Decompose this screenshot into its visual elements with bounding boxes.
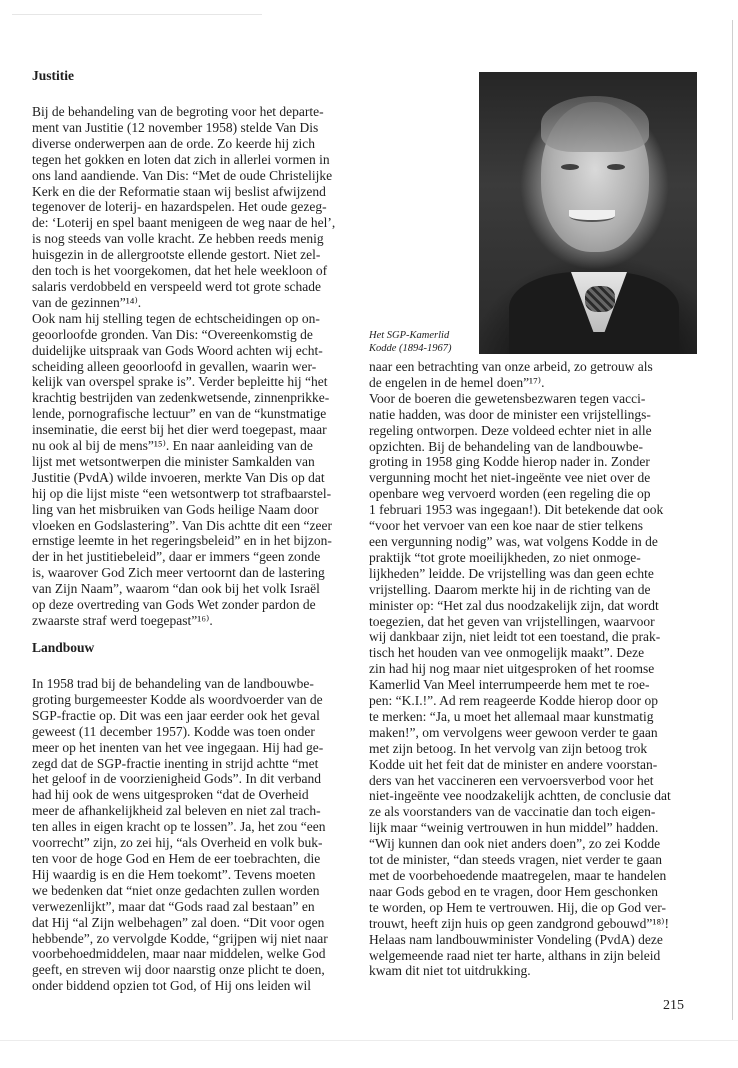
landbouw-section: [32, 676, 353, 994]
photo-eye-left: [561, 164, 579, 170]
photo-eye-right: [607, 164, 625, 170]
section-heading-landbouw: Landbouw: [32, 640, 95, 655]
landbouw-paragraph: In 1958 trad bij de behandeling van de landbouwbe- groting burgemeester Kodde als woordvoerder van de SGP-fractie op. Dit was een jaar eerder ook het geval geweest (11 december 1957). Kodde was toen onder meer op het inenten van het vee ingegaan. Hij had ge- zegd dat de SGP-fractie inenting in strijd achtte “met het geloof in de voorzienigheid Gods”. In dit verband had hij ook de wens uitgesproken “dat de Overheid meer de afhankelijkheid zal beleven en niet zal trach- ten alles in eigen kracht op te lossen”. Ja, het zou “een voorrecht” zijn, zo zei hij, “als Overheid en volk buk- ten voor de hoge God en Hem de eer toebrachten, die Hij waardig is en die Hem toekomt”. Tevens moeten we bedenken dat “niet onze gedachten zullen worden verwezenlijkt”, maar dat “Gods raad zal bestaan” en dat Hij “al Zijn welbehagen” zal doen. “Dit voor ogen hebbende”, zo vervolgde Kodde, “grijpen wij niet naar voorbehoedmiddelen, maar naar middelen, welke God geeft, en streven wij door naarstig onze plicht te doen, onder biddend opzien tot God, of Hij ons leiden wil: [32, 676, 328, 994]
justitie-paragraph: Bij de behandeling van de begroting voor het departe- ment van Justitie (12 november 1958) stelde Van Dis diverse onderwerpen aan de orde. Zo keerde hij zich tegen het gokken en loten dat zich in allerlei vormen in ons land aandiende. Van Dis: “Met de oude Christelijke Kerk en die der Reformatie staan wij beslist afwijzend tegenover de loterij- en hazardspelen. Het oude gezeg- de: ‘Loterij en spel baant menigeen de weg naar de hel’, is nog steeds van volle kracht. Ze hebben reeds menig huisgezin in de allergrootste ellende gestort. Niet zel- den toch is het voorgekomen, dat het hele weekloon of salaris verdobbeld en verspeeld werd tot grote schade van de gezinnen”¹⁴⁾. Ook nam hij stelling tegen de echtscheidingen op on- geoorloofde gronden. Van Dis: “Overeenkomstig de duidelijke uitspraak van Gods Woord achten wij echt- scheiding alleen geoorloofd in gevallen, waarin wer- kelijk van overspel sprake is”. Verder bepleitte hij “het krachtig bestrijden van zedenkwetsende, zinnenprikke- lende, pornografische lectuur” en van de “kunstmatige inseminatie, die eerst bij het dier werd toegepast, maar nu ook al bij de mens”¹⁵⁾. En naar aanleiding van de lijst met wetsontwerpen die minister Samkalden van Justitie (PvdA) wilde invoeren, merkte Van Dis op dat hij op die lijst miste “een wetsontwerp tot strafbaarstel- ling van het misbruiken van Gods heilige Naam door vloeken en Godslastering”. Van Dis achtte dit een “zeer ernstige leemte in het regeringsbeleid” en in het bijzon- der in het justitiebeleid”, daar er immers “geen zonde is, waarover God Zich meer vertoornt dan de lastering van Zijn Naam”, waarom “dan ook bij het volk Israël op deze overtreding van Gods Wet zonder pardon de zwaarste straf werd toegepast”¹⁶⁾.: [32, 104, 336, 628]
bottom-rule: [0, 1040, 738, 1041]
photo-smile: [569, 210, 615, 222]
top-rule: [12, 14, 262, 15]
right-column-paragraph: naar een betrachting van onze arbeid, zo getrouw als de engelen in de hemel doen”¹⁷⁾. Voor de boeren die gewetensbezwaren tegen vacci- natie hadden, was door de minister een vrijstellings- regeling ontworpen. Deze voldeed echter niet in alle opzichten. Bij de behandeling van de landbouwbe- groting in 1958 ging Kodde hierop nader in. Zonder vergunning mocht het niet-ingeënte vee niet over de openbare weg vervoerd worden (een regeling die op 1 februari 1953 was ingegaan!). Dit betekende dat ook “voor het vervoer van een koe naar de stier telkens een vergunning nodig” was, wat volgens Kodde in de praktijk “tot grote moeilijkheden, zo niet onmoge- lijkheden” leidde. De vrijstelling was dan geen echte vrijstelling. Daarom merkte hij in de richting van de minister op: “Het zal dus noodzakelijk zijn, dat wordt toegezien, dat het geven van vrijstellingen, waarvoor wij dankbaar zijn, niet leidt tot een toestand, die prak- tisch het houden van vee onmogelijk maakt”. Deze zin had hij nog maar niet uitgesproken of het roomse Kamerlid Van Meel interrumpeerde hem met te roe- pen: “K.I.!”. Ad rem reageerde Kodde hierop door op te merken: “Ja, u moet het allemaal maar kunstmatig maken!”, om vervolgens weer gewoon verder te gaan met zijn betoog. In het vervolg van zijn betoog trok Kodde uit het feit dat de minister en andere voorstan- ders van het vaccineren een vervoersverbod voor het niet-ingeënte vee noodzakelijk achtten, de conclusie dat ze als voorstanders van de vaccinatie dan toch eigen- lijk maar “weinig vertrouwen in hun middel” hadden. “Wij kunnen dan ook niet anders doen”, zo zei Kodde tot de minister, “dan steeds vragen, niet verder te gaan met de voorbehoedende maatregelen, maar te handelen naar Gods gebod en te vragen, door Hem geschonken te worden, op Hem te vertrouwen. Hij, die op God ver- trouwt, heeft zijn huis op geen zandgrond gebouwd”¹⁸⁾! Helaas nam landbouwminister Vondeling (PvdA) deze welgemeende raad niet ter harte, althans in zijn beleid kwam dit niet tot uitdrukking.: [369, 359, 671, 979]
page-number: 215: [663, 998, 684, 1013]
section-heading-justitie: Justitie: [32, 68, 74, 83]
portrait-photo: [479, 72, 697, 354]
photo-hair: [541, 96, 649, 152]
right-column: [369, 359, 697, 979]
justitie-section: [32, 104, 353, 629]
photo-tie: [585, 286, 615, 312]
page-edge-line: [732, 20, 733, 1020]
photo-caption: Het SGP-Kamerlid Kodde (1894-1967): [369, 330, 452, 354]
